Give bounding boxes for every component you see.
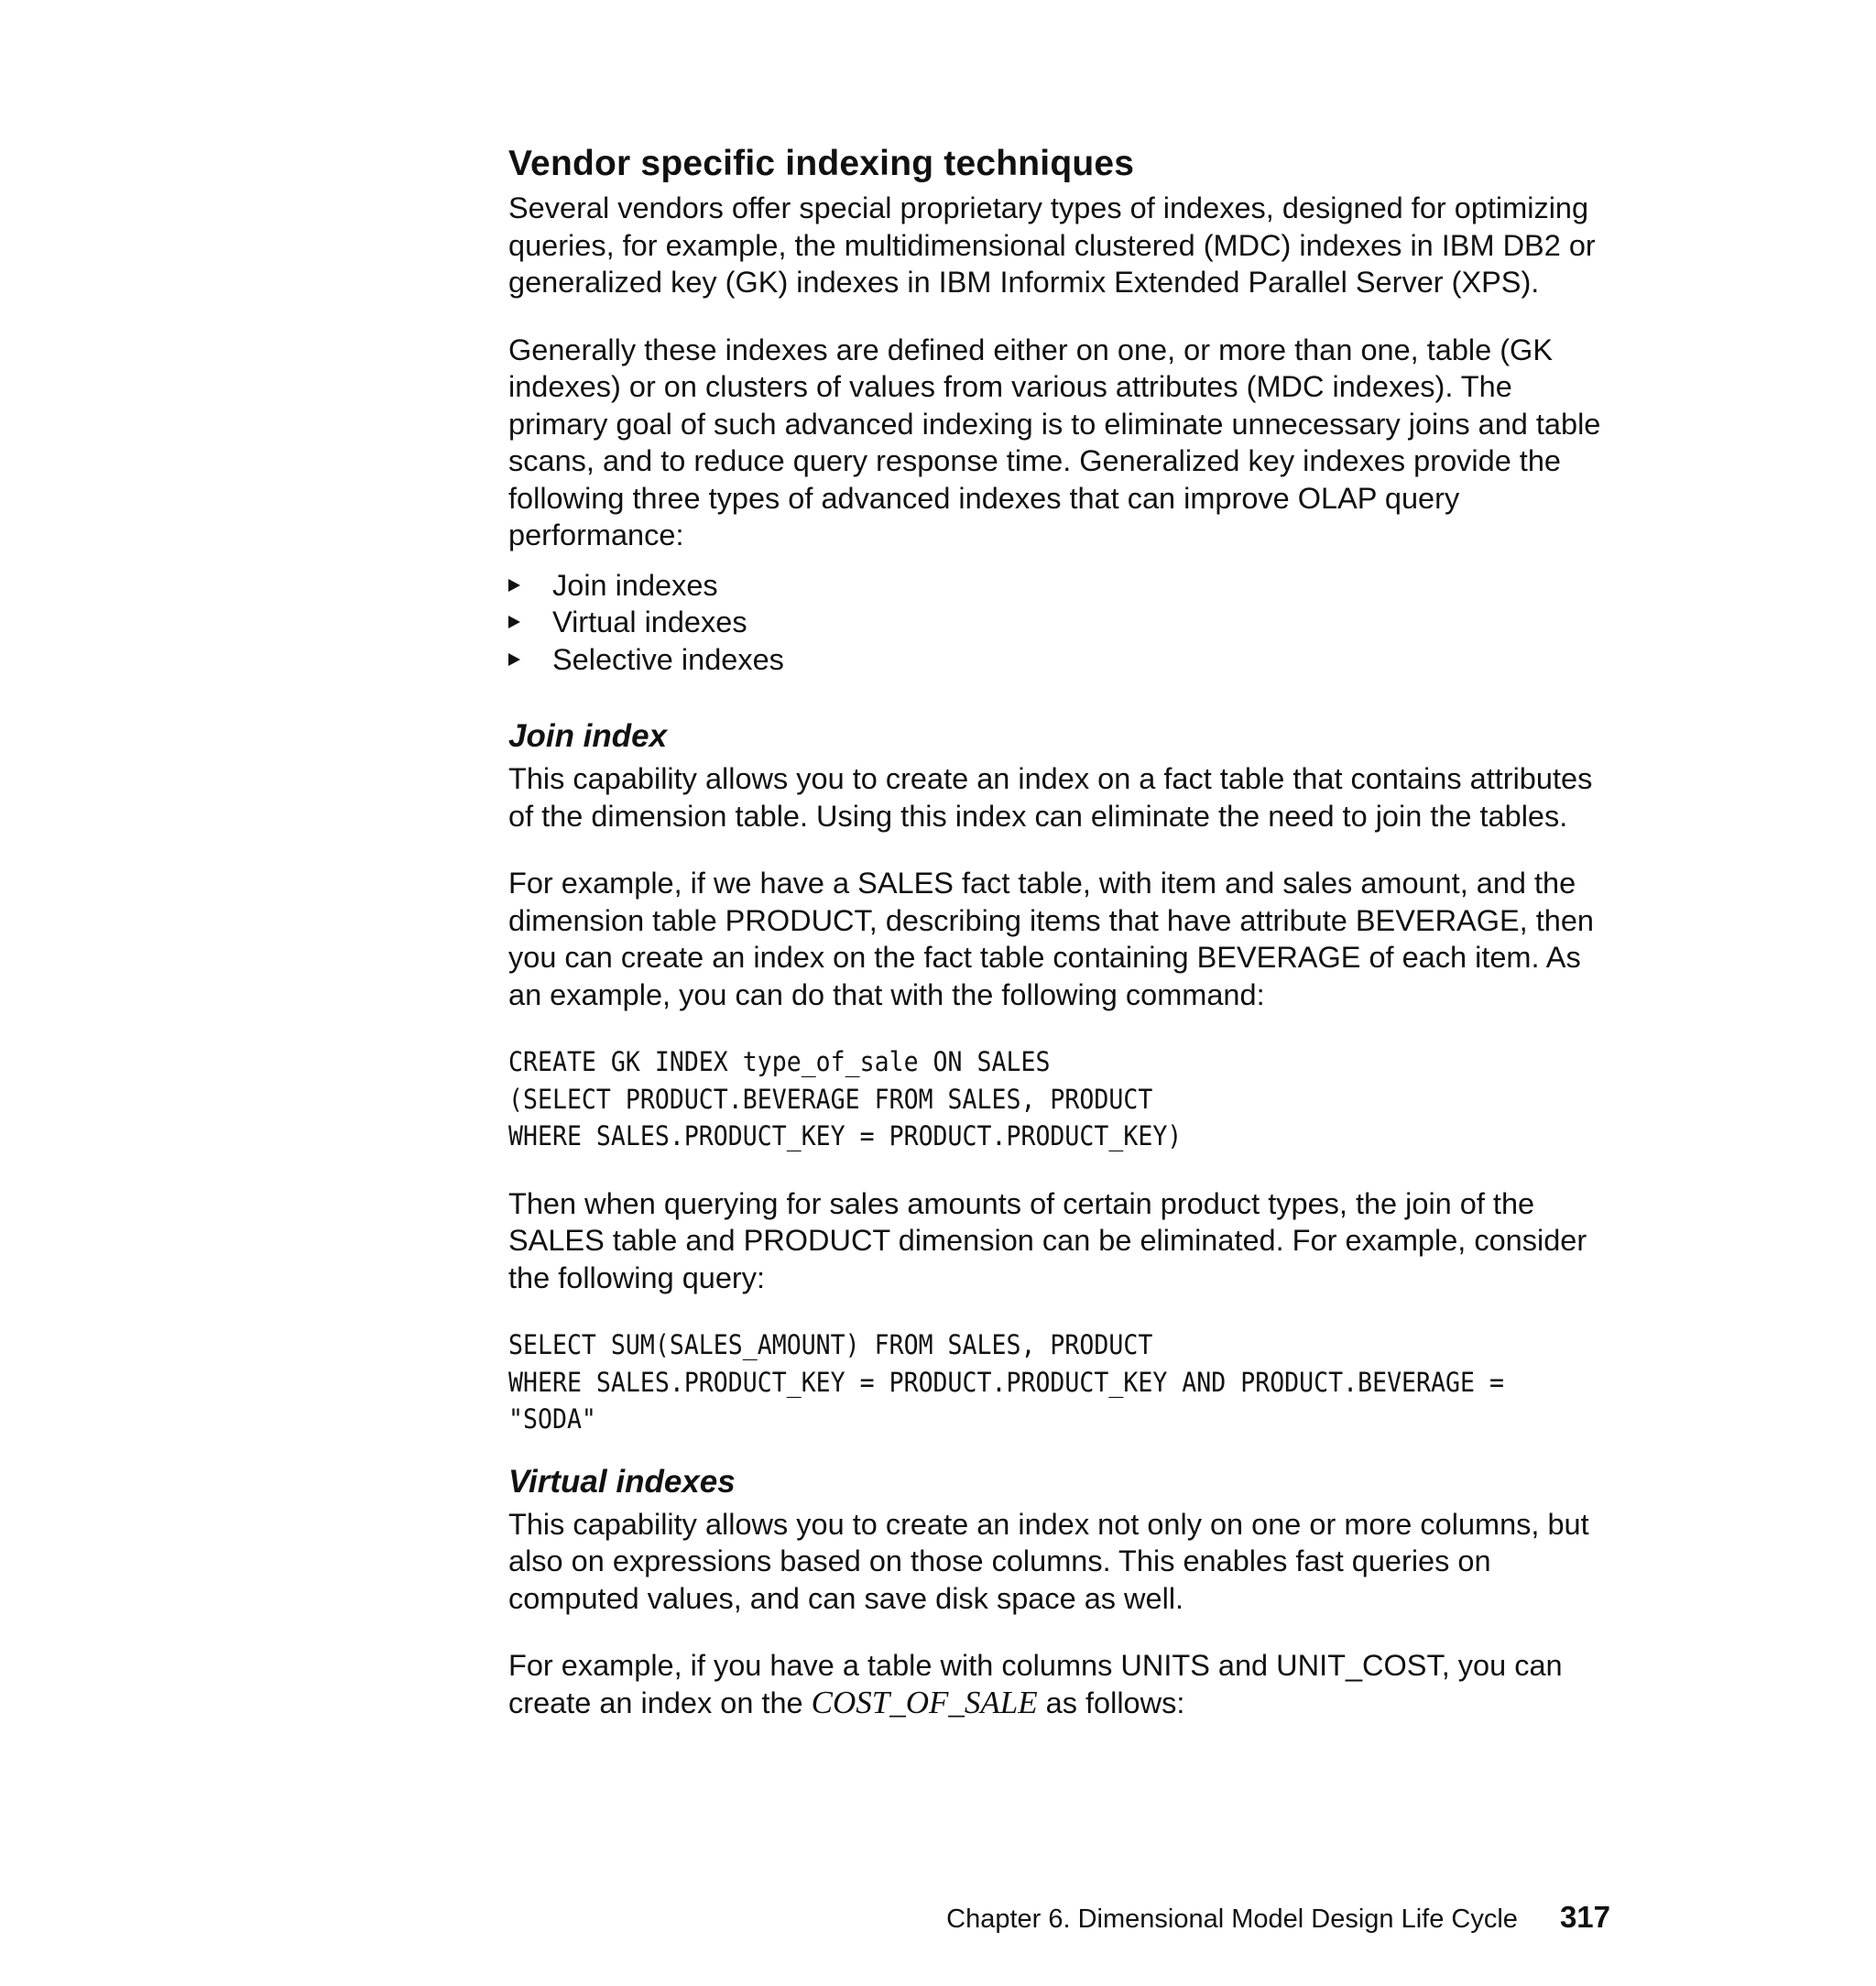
page-content [508, 142, 1617, 1751]
list-item-label: Selective indexes [552, 642, 784, 676]
paragraph: Then when querying for sales amounts of certain product types, the join of the SALES table and PRODUCT dimension can be eliminated. For example, consider the following query: [508, 1186, 1587, 1294]
page-footer [946, 1901, 1610, 1936]
list-item-label: Join indexes [552, 568, 718, 602]
paragraph: This capability allows you to create an index on a fact table that contains attributes of the dimension table. Using this index can eliminate the need to join the tables. [508, 762, 1593, 833]
list-item [508, 604, 1617, 641]
triangle-bullet-icon [508, 653, 520, 666]
paragraph: Generally these indexes are defined either on one, or more than one, table (GK indexes) or on clusters of values from various attributes (MDC indexes). The primary goal of such advanced indexing is to eliminate unnecessary joins and table scans, and to reduce query response time. Generalized key indexes provide the following three types of advanced indexes that can improve OLAP query performance: [508, 333, 1601, 551]
paragraph: This capability allows you to create an index not only on one or more columns, but also on expressions based on those columns. This enables fast queries on computed values, and can save disk space as well. [508, 1507, 1589, 1615]
page-number: 317 [1559, 1900, 1610, 1934]
code-block: SELECT SUM(SALES_AMOUNT) FROM SALES, PRODUCT WHERE SALES.PRODUCT_KEY = PRODUCT.PRODUCT_KEY AND PRODUCT.BEVERAGE = "SODA" [508, 1329, 1504, 1435]
paragraph [508, 1647, 1617, 1721]
list-item [508, 641, 1617, 679]
list-item-label: Virtual indexes [552, 606, 747, 638]
subsection-title-join-index: Join index [508, 718, 668, 754]
triangle-bullet-icon [508, 579, 520, 592]
paragraph: For example, if we have a SALES fact table, with item and sales amount, and the dimension table PRODUCT, describing items that have attribute BEVERAGE, then you can create an index on the fact table containing BEVERAGE of each item. As an example, you can do that with the following command: [508, 867, 1594, 1011]
subsection-title-virtual-indexes: Virtual indexes [508, 1463, 736, 1500]
triangle-bullet-icon [508, 616, 520, 628]
bullet-list [508, 567, 1617, 679]
chapter-title: Chapter 6. Dimensional Model Design Life Cycle [946, 1904, 1518, 1934]
inline-variable: COST_OF_SALE [811, 1684, 1038, 1720]
paragraph-text: as follows: [1037, 1686, 1185, 1719]
paragraph-text: For example, if you have a table with columns UNITS and UNIT_COST, you can create an index on the [508, 1649, 1563, 1719]
list-item [508, 567, 1617, 605]
paragraph: Several vendors offer special proprietary types of indexes, designed for optimizing queries, for example, the multidimensional clustered (MDC) indexes in IBM DB2 or generalized key (GK) indexes in IBM Informix Extended Parallel Server (XPS). [508, 191, 1596, 299]
section-title: Vendor specific indexing techniques [508, 144, 1135, 183]
code-block: CREATE GK INDEX type_of_sale ON SALES (SELECT PRODUCT.BEVERAGE FROM SALES, PRODUCT WHERE SALES.PRODUCT_KEY = PRODUCT.PRODUCT_KEY) [508, 1046, 1183, 1151]
